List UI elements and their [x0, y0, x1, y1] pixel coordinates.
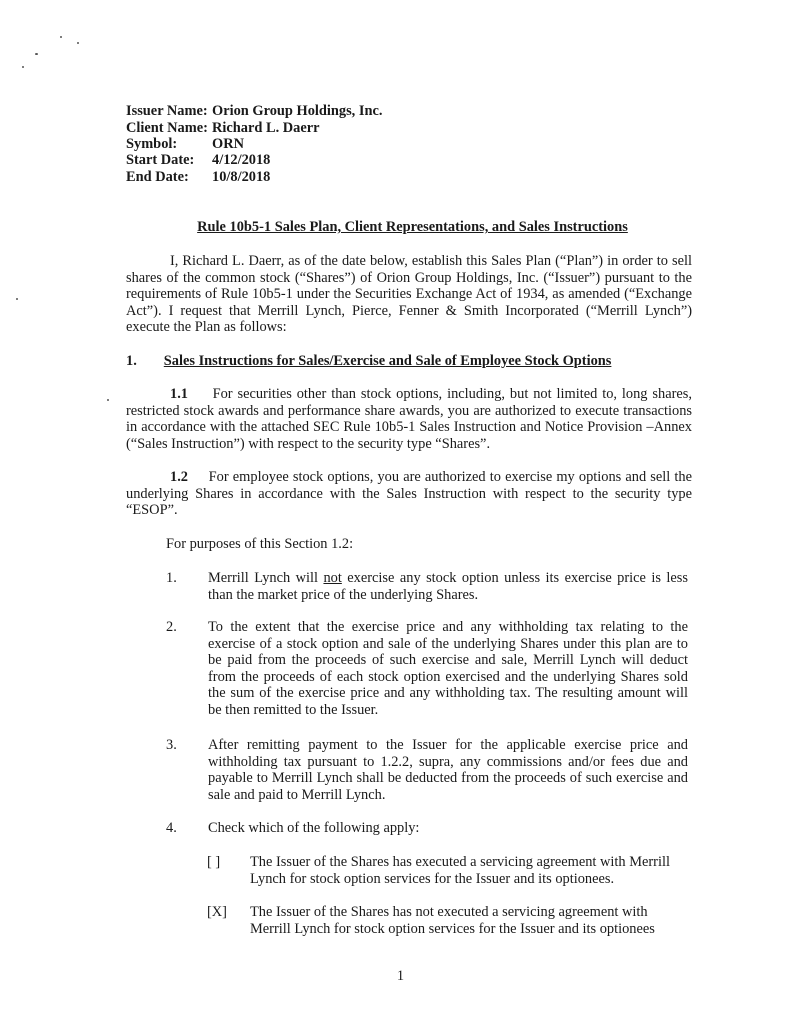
client-name-label: Client Name: — [126, 120, 208, 136]
symbol-value: ORN — [212, 136, 244, 152]
end-date-label: End Date: — [126, 169, 189, 185]
checkbox-checked: [X] — [207, 904, 227, 920]
symbol-label: Symbol: — [126, 136, 178, 152]
list-item — [208, 570, 688, 603]
item-number: 4. — [166, 820, 177, 836]
paragraph-1-2-text: For employee stock options, you are authorized to exercise my options and sell the underlying Shares in accordance with the Sales Instruction with respect to the security type “ESOP”. — [126, 469, 692, 518]
section-1-number: 1. — [126, 353, 137, 369]
scan-speck — [60, 36, 62, 38]
document-title: Rule 10b5-1 Sales Plan, Client Representations, and Sales Instructions — [197, 219, 628, 235]
list-item: To the extent that the exercise price and any withholding tax relating to the exercise of a stock option and sale of the underlying Shares under this plan are to be paid from the proceeds of such exercise and sale, Merrill Lynch will deduct from the proceeds of each stock option exercised and the underlying Shares sold the sum of the exercise price and any withholding tax. The resulting amount will be then remitted to the Issuer. — [208, 619, 688, 718]
client-name-row — [126, 120, 320, 137]
section-1-heading — [126, 353, 611, 370]
end-date-value: 10/8/2018 — [212, 169, 271, 185]
paragraph-1-1 — [126, 386, 692, 452]
intro-text: I, Richard L. Daerr, as of the date below, establish this Sales Plan (“Plan”) in order to sell shares of the common stock (“Shares”) of Orion Group Holdings, Inc. (“Issuer”) pursuant to the requirements of Rule 10b5-1 under the Securities Exchange Act of 1934, as amended (“Exchange Act”). I request that Merrill Lynch, Pierce, Fenner & Smith Incorporated (“Merrill Lynch”) execute the Plan as follows: — [126, 253, 692, 335]
item-text-post: exercise any stock option unless its exercise price is less than the market price of the underlying Shares. — [208, 570, 688, 603]
checkbox-option-text: The Issuer of the Shares has executed a servicing agreement with Merrill Lynch for stock option services for the Issuer and its optionees. — [250, 854, 670, 887]
scan-speck — [22, 66, 24, 68]
paragraph-1-2-number: 1.2 — [170, 469, 188, 485]
paragraph-1-2 — [126, 469, 692, 519]
list-item: Check which of the following apply: — [208, 820, 420, 836]
checkbox-unchecked: [ ] — [207, 854, 221, 870]
scan-speck — [16, 298, 18, 300]
issuer-name-value: Orion Group Holdings, Inc. — [212, 103, 383, 119]
symbol-row — [126, 136, 244, 153]
item-emphasis: not — [323, 570, 342, 586]
purposes-line: For purposes of this Section 1.2: — [166, 536, 354, 552]
start-date-row — [126, 152, 270, 169]
start-date-value: 4/12/2018 — [212, 152, 271, 168]
page-number: 1 — [396, 968, 405, 984]
checkbox-option-text: The Issuer of the Shares has not executed a servicing agreement with Merrill Lynch for stock option services for the Issuer and its optionees — [250, 904, 655, 937]
client-name-value: Richard L. Daerr — [212, 120, 320, 136]
list-item: After remitting payment to the Issuer for the applicable exercise price and withholding tax pursuant to 1.2.2, supra, any commissions and/or fees due and payable to Merrill Lynch shall be deducted from the proceeds of such exercise and sale and paid to Merrill Lynch. — [208, 737, 688, 803]
end-date-row — [126, 169, 270, 186]
scan-speck — [35, 53, 38, 55]
paragraph-1-1-text: For securities other than stock options, including, but not limited to, long shares, restricted stock awards and performance share awards, you are authorized to execute transactions in accordance with the attached SEC Rule 10b5-1 Sales Instruction and Notice Provision –Annex (“Sales Instruction”) with respect to the security type “Shares”. — [126, 386, 692, 452]
issuer-name-row — [126, 103, 382, 120]
scan-speck — [77, 42, 79, 44]
issuer-name-label: Issuer Name: — [126, 103, 208, 119]
scan-speck — [107, 399, 109, 401]
intro-paragraph — [126, 253, 692, 336]
start-date-label: Start Date: — [126, 152, 195, 168]
item-number: 1. — [166, 570, 177, 586]
item-text-pre: Merrill Lynch will — [208, 570, 324, 586]
paragraph-1-1-number: 1.1 — [170, 386, 188, 402]
item-number: 3. — [166, 737, 177, 753]
section-1-title: Sales Instructions for Sales/Exercise and Sale of Employee Stock Options — [163, 353, 612, 369]
item-number: 2. — [166, 619, 177, 635]
